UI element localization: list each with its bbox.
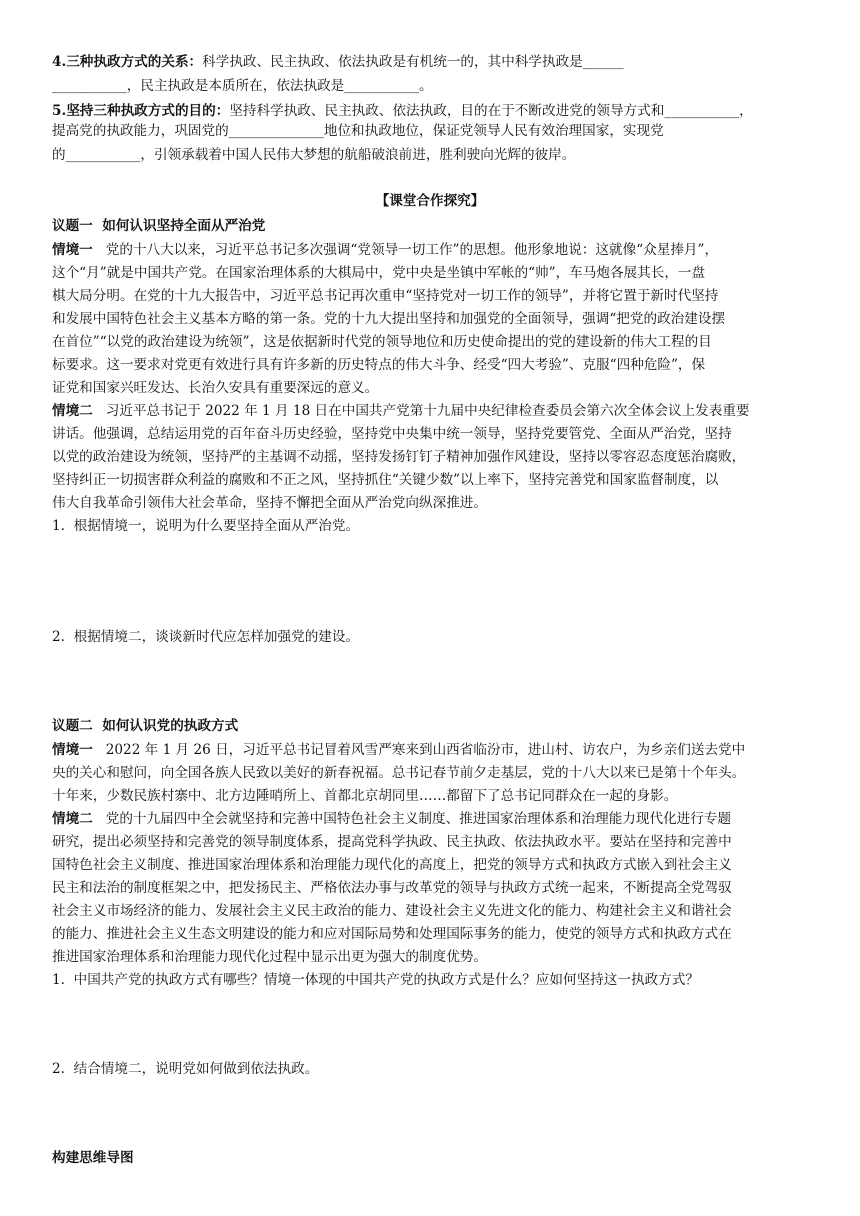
text-line	[52, 286, 718, 306]
body-text: 在首位”“以党的政治建设为统领”，这是依据新时代党的领导地位和历史使命提出的党的建设新的伟大工程的目	[52, 334, 712, 350]
text-line	[52, 447, 745, 467]
body-text: 1. 中国共产党的执政方式有哪些？情境一体现的中国共产党的执政方式是什么？应如何坚持这一执政方式？	[52, 972, 699, 988]
body-text: 这个“月”就是中国共产党。在国家治理体系的大棋局中，党中央是坐镇中军帐的“帅”，车马炮各展其长，一盘	[52, 265, 706, 281]
bold-text: 情境一	[52, 242, 93, 258]
body-text: 的能力、推进社会主义生态文明建设的能力和应对国际局势和处理国际事务的能力，使党的领导方式和执政方式在	[52, 926, 732, 942]
text-line	[52, 901, 732, 921]
text-line	[52, 763, 745, 783]
text-line	[52, 355, 705, 375]
text-line	[52, 878, 732, 898]
body-text: ___________，民主执政是本质所在，依法执政是___________。	[52, 78, 433, 94]
body-text: 的___________，引领承载着中国人民伟大梦想的航船破浪前进，胜利驶向光辉的彼岸。	[52, 147, 576, 163]
text-line	[0, 191, 860, 211]
body-text: 标要求。这一要求对党更有效进行具有许多新的历史特点的伟大斗争、经受“四大考验”、克服“四种危险”，保	[52, 357, 706, 373]
body-text: 研究，提出必须坚持和完善党的领导制度体系，提高党科学执政、民主执政、依法执政水平。要站在坚持和完善中	[52, 834, 732, 850]
body-text: 民主和法治的制度框架之中，把发扬民主、严格依法办事与改革党的领导与执政方式统一起来，不断提高全党驾驭	[52, 880, 732, 896]
text-line	[52, 240, 718, 260]
body-text: 伟大自我革命引领伟大社会革命，坚持不懈把全面从严治党向纵深推进。	[52, 495, 487, 511]
bold-text: 情境二	[52, 811, 93, 827]
text-line	[52, 401, 750, 421]
text-line	[52, 516, 359, 536]
text-line	[52, 216, 265, 236]
body-text: 国特色社会主义制度、推进国家治理体系和治理能力现代化的高度上，把党的领导方式和执政方式嵌入到社会主义	[52, 857, 732, 873]
bold-text: 议题一 如何认识坚持全面从严治党	[52, 218, 266, 234]
text-line	[52, 1148, 134, 1168]
text-line	[52, 101, 753, 121]
body-text: 1. 根据情境一，说明为什么要坚持全面从严治党。	[52, 518, 360, 534]
text-line	[52, 309, 725, 329]
body-text: 坚持科学执政、民主执政、依法执政，目的在于不断改进党的领导方式和___________，	[229, 103, 753, 119]
text-line	[52, 924, 732, 944]
text-line	[52, 52, 624, 72]
bold-text: 构建思维导图	[52, 1150, 134, 1166]
bold-text: 议题二 如何认识党的执政方式	[52, 718, 239, 734]
text-line	[52, 76, 433, 96]
text-line	[52, 145, 575, 165]
text-line	[52, 970, 699, 990]
body-text: 2. 结合情境二，说明党如何做到依法执政。	[52, 1061, 319, 1077]
text-line	[52, 121, 664, 141]
text-line	[52, 1059, 318, 1079]
body-text: 科学执政、民主执政、依法执政是有机统一的，其中科学执政是______	[202, 54, 624, 70]
body-text: 证党和国家兴旺发达、长治久安具有重要深远的意义。	[52, 380, 379, 396]
body-text: 党的十八大以来，习近平总书记多次强调“党领导一切工作”的思想。他形象地说：这就像“众星捧月”，	[92, 242, 719, 258]
text-line	[52, 263, 705, 283]
body-text: 2022 年 1 月 26 日，习近平总书记冒着风雪严寒来到山西省临汾市，进山村、访农户，为乡亲们送去党中	[92, 742, 746, 758]
text-line	[52, 786, 677, 806]
body-text: 讲话。他强调，总结运用党的百年奋斗历史经验，坚持党中央集中统一领导，坚持党要管党、全面从严治党，坚持	[52, 426, 732, 442]
text-line	[52, 378, 378, 398]
body-text: 棋大局分明。在党的十九大报告中，习近平总书记再次重申“坚持党对一切工作的领导”，并将它置于新时代坚持	[52, 288, 719, 304]
bold-text: 情境一	[52, 742, 93, 758]
body-text: 坚持纠正一切损害群众利益的腐败和不正之风，坚持抓住“关键少数”以上率下，坚持完善党和国家监督制度，以	[52, 472, 719, 488]
text-line	[52, 493, 487, 513]
body-text: 十年来，少数民族村寨中、北方边陲哨所上、首都北京胡同里……都留下了总书记同群众在一起的身影。	[52, 788, 678, 804]
bold-text: 情境二	[52, 403, 93, 419]
body-text: 提高党的执政能力，巩固党的______________地位和执政地位，保证党领导人民有效治理国家，实现党	[52, 123, 664, 139]
body-text: 央的关心和慰问，向全国各族人民致以美好的新春祝福。总书记春节前夕走基层，党的十八大以来已是第十个年头。	[52, 765, 746, 781]
body-text: 党的十九届四中全会就坚持和完善中国特色社会主义制度、推进国家治理体系和治理能力现代化进行专题	[92, 811, 732, 827]
body-text: 以党的政治建设为统领，坚持严的主基调不动摇，坚持发扬钉钉子精神加强作风建设，坚持以零容忍态度惩治腐败，	[52, 449, 746, 465]
bold-text: 【课堂合作探究】	[375, 193, 485, 209]
text-line	[52, 424, 732, 444]
body-text: 和发展中国特色社会主义基本方略的第一条。党的十九大提出坚持和加强党的全面领导，强调“把党的政治建设摆	[52, 311, 726, 327]
body-text: 社会主义市场经济的能力、发展社会主义民主政治的能力、建设社会主义先进文化的能力、构建社会主义和谐社会	[52, 903, 732, 919]
text-line	[52, 809, 731, 829]
text-line	[52, 855, 732, 875]
text-line	[52, 470, 718, 490]
text-line	[52, 627, 359, 647]
text-line	[52, 832, 732, 852]
text-line	[52, 947, 487, 967]
body-text: 习近平总书记于 2022 年 1 月 18 日在中国共产党第十九届中央纪律检查委员会第六次全体会议上发表重要	[92, 403, 750, 419]
bold-text: 5.坚持三种执政方式的目的：	[52, 103, 230, 119]
text-line	[52, 332, 712, 352]
bold-text: 4.三种执政方式的关系：	[52, 54, 203, 70]
body-text: 推进国家治理体系和治理能力现代化过程中显示出更为强大的制度优势。	[52, 949, 487, 965]
body-text: 2. 根据情境二，谈谈新时代应怎样加强党的建设。	[52, 629, 360, 645]
text-line	[52, 716, 238, 736]
text-line	[52, 740, 745, 760]
